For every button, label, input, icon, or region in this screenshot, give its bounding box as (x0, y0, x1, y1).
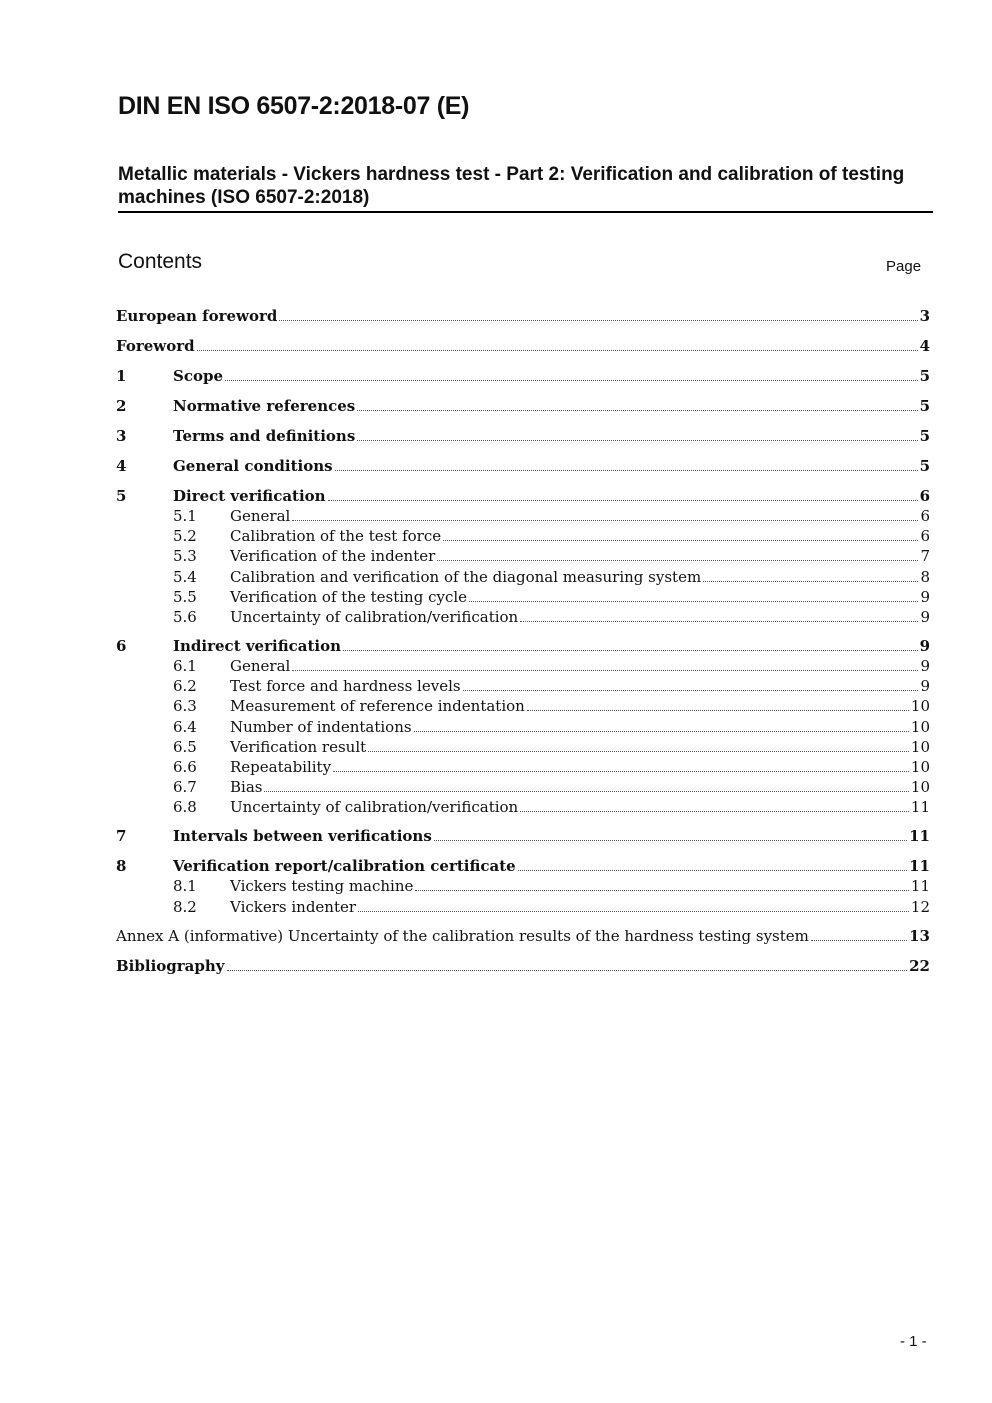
toc-entry-page: 13 (909, 926, 930, 945)
toc-entry-title: Verification report/calibration certificate (173, 857, 516, 876)
toc-entry-number: 8.1 (173, 877, 197, 896)
toc-entry[interactable] (116, 676, 930, 696)
toc-leader-dots (292, 669, 918, 671)
toc-entry-number: 6.5 (173, 737, 197, 756)
contents-heading: Contents (118, 250, 203, 273)
toc-entry-title: Vickers indenter (230, 897, 357, 916)
toc-entry[interactable] (116, 306, 930, 326)
toc-entry-number: 5.1 (173, 507, 197, 525)
toc-entry-title: Test force and hardness levels (230, 677, 461, 696)
toc-entry-title: Vickers testing machine (230, 877, 414, 896)
toc-entry-title: Verification of the indenter (230, 547, 436, 566)
toc-entry[interactable] (116, 797, 930, 817)
toc-entry[interactable] (116, 696, 930, 716)
toc-entry-title: Scope (173, 367, 224, 385)
toc-entry-title: General conditions (173, 457, 333, 475)
toc-entry-number: 8.2 (173, 897, 197, 916)
toc-entry-page: 9 (920, 677, 930, 696)
toc-entry-page: 6 (919, 487, 930, 505)
toc-entry-page: 10 (910, 758, 930, 776)
toc-entry-page: 9 (919, 637, 930, 655)
toc-entry-number: 6.4 (173, 717, 197, 736)
toc-entry[interactable] (116, 897, 930, 917)
toc-entry-number: 6.6 (173, 758, 197, 776)
toc-leader-dots (520, 810, 909, 812)
toc-entry[interactable] (116, 777, 930, 797)
toc-entry-number: 2 (116, 397, 127, 415)
toc-entry[interactable] (116, 567, 930, 587)
toc-leader-dots (343, 649, 918, 651)
toc-entry[interactable] (116, 486, 930, 506)
toc-leader-dots (463, 689, 919, 691)
toc-entry-title: Number of indentations (230, 717, 412, 736)
toc-entry-number: 6.7 (173, 778, 197, 797)
toc-entry-page: 5 (919, 457, 930, 475)
toc-entry-number: 5.5 (173, 587, 197, 606)
toc-entry-page: 10 (910, 737, 930, 756)
toc-entry[interactable] (116, 636, 930, 656)
toc-entry-title: Verification of the testing cycle (230, 587, 468, 606)
toc-entry-page: 3 (919, 307, 930, 325)
toc-entry[interactable] (116, 506, 930, 526)
toc-leader-dots (469, 600, 918, 602)
toc-entry-title: Verification result (230, 737, 367, 756)
toc-entry[interactable] (116, 366, 930, 386)
toc-leader-dots (415, 889, 909, 891)
toc-entry-number: 5.3 (173, 547, 197, 566)
toc-entry-page: 10 (910, 697, 930, 716)
toc-entry-number: 6.8 (173, 798, 197, 817)
toc-leader-dots (279, 319, 917, 321)
toc-entry-title: Calibration of the test force (230, 527, 442, 546)
toc-entry-title: Uncertainty of calibration/verification (230, 608, 519, 626)
document-title: Metallic materials - Vickers hardness test - Part 2: Verification and calibration of testing machines (ISO 6507-2:2018) (118, 163, 933, 213)
toc-entry-page: 5 (919, 427, 930, 445)
toc-entry-title: Bibliography (116, 956, 225, 975)
toc-entry-title: Repeatability (230, 758, 332, 776)
toc-entry-page: 8 (920, 567, 930, 586)
toc-leader-dots (811, 939, 907, 941)
toc-entry[interactable] (116, 717, 930, 737)
toc-entry-page: 11 (910, 798, 930, 817)
toc-entry-number: 6.1 (173, 657, 197, 675)
toc-entry-page: 5 (919, 367, 930, 385)
page-column-label: Page (886, 258, 922, 275)
toc-entry[interactable] (116, 757, 930, 777)
toc-entry-number: 3 (116, 427, 127, 445)
toc-leader-dots (328, 499, 918, 501)
toc-entry-page: 9 (920, 608, 930, 626)
toc-entry-page: 11 (909, 857, 930, 876)
toc-leader-dots (527, 709, 909, 711)
toc-leader-dots (437, 559, 918, 561)
toc-entry-title: European foreword (116, 307, 278, 325)
toc-leader-dots (443, 539, 918, 541)
toc-entry[interactable] (116, 876, 930, 896)
toc-entry[interactable] (116, 587, 930, 607)
toc-entry-number: 6.3 (173, 697, 197, 716)
toc-entry[interactable] (116, 396, 930, 416)
toc-leader-dots (333, 770, 909, 772)
toc-leader-dots (264, 790, 908, 792)
toc-entry-title: Normative references (173, 397, 356, 415)
toc-entry-title: Intervals between verifications (173, 827, 432, 846)
toc-leader-dots (292, 519, 918, 521)
toc-entry-number: 6 (116, 637, 127, 655)
toc-entry-page: 11 (910, 877, 930, 896)
toc-entry-number: 8 (116, 857, 127, 876)
document-id: DIN EN ISO 6507-2:2018-07 (E) (118, 92, 470, 120)
toc-leader-dots (434, 839, 907, 841)
toc-entry-page: 6 (920, 507, 930, 525)
toc-entry-title: Foreword (116, 337, 195, 355)
toc-entry-page: 9 (920, 587, 930, 606)
toc-entry-title: Indirect verification (173, 637, 341, 655)
toc-leader-dots (335, 469, 918, 471)
toc-leader-dots (414, 730, 909, 732)
toc-entry-page: 4 (919, 337, 930, 355)
toc-entry-number: 4 (116, 457, 127, 475)
toc-entry-page: 9 (920, 657, 930, 675)
toc-entry-title: Uncertainty of calibration/verification (230, 798, 519, 817)
toc-entry[interactable] (116, 336, 930, 356)
toc-entry-page: 6 (920, 527, 930, 546)
toc-leader-dots (227, 969, 908, 971)
toc-leader-dots (518, 869, 907, 871)
toc-entry-number: 5.4 (173, 567, 197, 586)
toc-entry-number: 7 (116, 827, 127, 846)
toc-entry[interactable] (116, 826, 930, 846)
toc-entry[interactable] (116, 426, 930, 446)
toc-entry-title: Terms and definitions (173, 427, 356, 445)
toc-entry-page: 22 (909, 956, 930, 975)
toc-entry-number: 1 (116, 367, 127, 385)
toc-leader-dots (197, 349, 918, 351)
toc-entry[interactable] (116, 456, 930, 476)
toc-leader-dots (225, 379, 918, 381)
toc-entry[interactable] (116, 526, 930, 546)
toc-leader-dots (520, 620, 918, 622)
toc-entry-page: 11 (909, 827, 930, 846)
toc-entry-page: 12 (910, 897, 930, 916)
toc-entry-page: 10 (910, 778, 930, 797)
toc-entry[interactable] (116, 546, 930, 566)
toc-entry-title: Calibration and verification of the diagonal measuring system (230, 567, 702, 586)
toc-entry-page: 10 (910, 717, 930, 736)
toc-entry[interactable] (116, 656, 930, 676)
toc-entry[interactable] (116, 607, 930, 627)
toc-entry[interactable] (116, 737, 930, 757)
toc-leader-dots (358, 910, 909, 912)
toc-entry-number: 6.2 (173, 677, 197, 696)
toc-entry-title: Annex A (informative) Uncertainty of the calibration results of the hardness testing system (116, 926, 809, 945)
toc-entry[interactable] (116, 956, 930, 976)
toc-entry-number: 5.2 (173, 527, 197, 546)
toc-leader-dots (357, 409, 917, 411)
toc-entry-title: General (230, 657, 291, 675)
toc-entry-title: General (230, 507, 291, 525)
toc-leader-dots (357, 439, 917, 441)
toc-entry-page: 7 (920, 547, 930, 566)
toc-entry-title: Measurement of reference indentation (230, 697, 525, 716)
toc-entry-page: 5 (919, 397, 930, 415)
toc-entry-title: Direct verification (173, 487, 326, 505)
footer-page-number: - 1 - (900, 1333, 927, 1350)
toc-leader-dots (703, 580, 918, 582)
toc-entry-number: 5.6 (173, 608, 197, 626)
toc-entry-number: 5 (116, 487, 127, 505)
toc-entry[interactable] (116, 926, 930, 946)
toc-leader-dots (368, 750, 909, 752)
toc-entry[interactable] (116, 856, 930, 876)
toc-entry-title: Bias (230, 778, 263, 797)
